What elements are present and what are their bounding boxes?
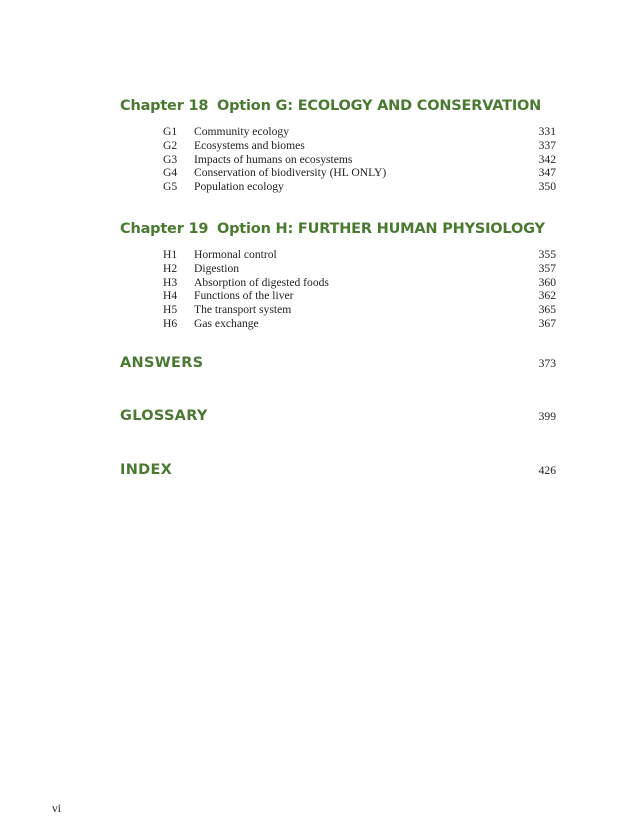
chapter-number: Chapter 18 <box>120 98 209 114</box>
entry-title: Gas exchange <box>194 316 259 330</box>
entry-title: Digestion <box>194 261 240 275</box>
entry-title: Functions of the liver <box>194 289 294 303</box>
toc-entry-g4[interactable] <box>163 166 556 180</box>
entry-title: Hormonal control <box>194 248 277 261</box>
entry-page: 337 <box>538 138 556 152</box>
chapter-entries <box>120 248 556 331</box>
entry-code: H3 <box>163 275 178 289</box>
entry-page: 350 <box>538 180 556 194</box>
chapter-heading[interactable] <box>120 219 556 239</box>
toc-section-answers[interactable] <box>120 355 556 375</box>
entry-title: Population ecology <box>194 180 284 194</box>
entry-title: Impacts of humans on ecosystems <box>194 152 353 166</box>
entry-code: G5 <box>163 180 178 194</box>
entry-page: 331 <box>538 125 556 138</box>
section-page: 399 <box>538 410 556 423</box>
entry-code: H4 <box>163 289 178 303</box>
toc-entry-h6[interactable] <box>163 317 556 331</box>
entry-title: The transport system <box>194 303 292 317</box>
entry-title: Conservation of biodiversity (HL ONLY) <box>194 166 387 180</box>
entry-code: H1 <box>163 248 178 261</box>
entry-page: 355 <box>538 248 556 261</box>
chapter-heading[interactable] <box>120 96 556 116</box>
chapter-entries <box>120 125 556 194</box>
chapter-title: Option G: ECOLOGY AND CONSERVATION <box>217 98 542 114</box>
chapter-18 <box>120 96 556 194</box>
entry-code: G1 <box>163 125 178 138</box>
entry-page: 342 <box>538 152 556 166</box>
toc-entry-g5[interactable] <box>163 180 556 194</box>
page-number: vi <box>52 802 62 815</box>
section-page: 426 <box>538 464 556 477</box>
toc-entry-g1[interactable] <box>163 125 556 139</box>
entry-code: H5 <box>163 303 178 317</box>
chapter-19 <box>120 219 556 331</box>
entry-title: Ecosystems and biomes <box>194 138 305 152</box>
entry-page: 362 <box>538 289 556 303</box>
entry-page: 357 <box>538 261 556 275</box>
toc-entry-g3[interactable] <box>163 153 556 167</box>
entry-code: H6 <box>163 316 178 330</box>
toc-section-glossary[interactable] <box>120 408 556 428</box>
toc-entry-h1[interactable] <box>163 248 556 262</box>
entry-code: G4 <box>163 166 178 180</box>
section-title: ANSWERS <box>120 355 204 371</box>
entry-page: 367 <box>538 316 556 330</box>
entry-title: Absorption of digested foods <box>194 275 329 289</box>
entry-code: G2 <box>163 138 178 152</box>
toc-entry-h2[interactable] <box>163 262 556 276</box>
entry-page: 360 <box>538 275 556 289</box>
toc-entry-h3[interactable] <box>163 276 556 290</box>
section-title: INDEX <box>120 462 173 478</box>
toc-section-index[interactable] <box>120 462 556 482</box>
chapter-title: Option H: FURTHER HUMAN PHYSIOLOGY <box>217 221 545 237</box>
section-title: GLOSSARY <box>120 408 208 424</box>
section-page: 373 <box>538 357 556 370</box>
entry-page: 347 <box>538 166 556 180</box>
toc-entry-h5[interactable] <box>163 303 556 317</box>
entry-code: H2 <box>163 261 178 275</box>
toc-entry-g2[interactable] <box>163 139 556 153</box>
chapter-number: Chapter 19 <box>120 221 209 237</box>
entry-code: G3 <box>163 152 178 166</box>
toc-entry-h4[interactable] <box>163 289 556 303</box>
entry-title: Community ecology <box>194 125 289 138</box>
entry-page: 365 <box>538 303 556 317</box>
